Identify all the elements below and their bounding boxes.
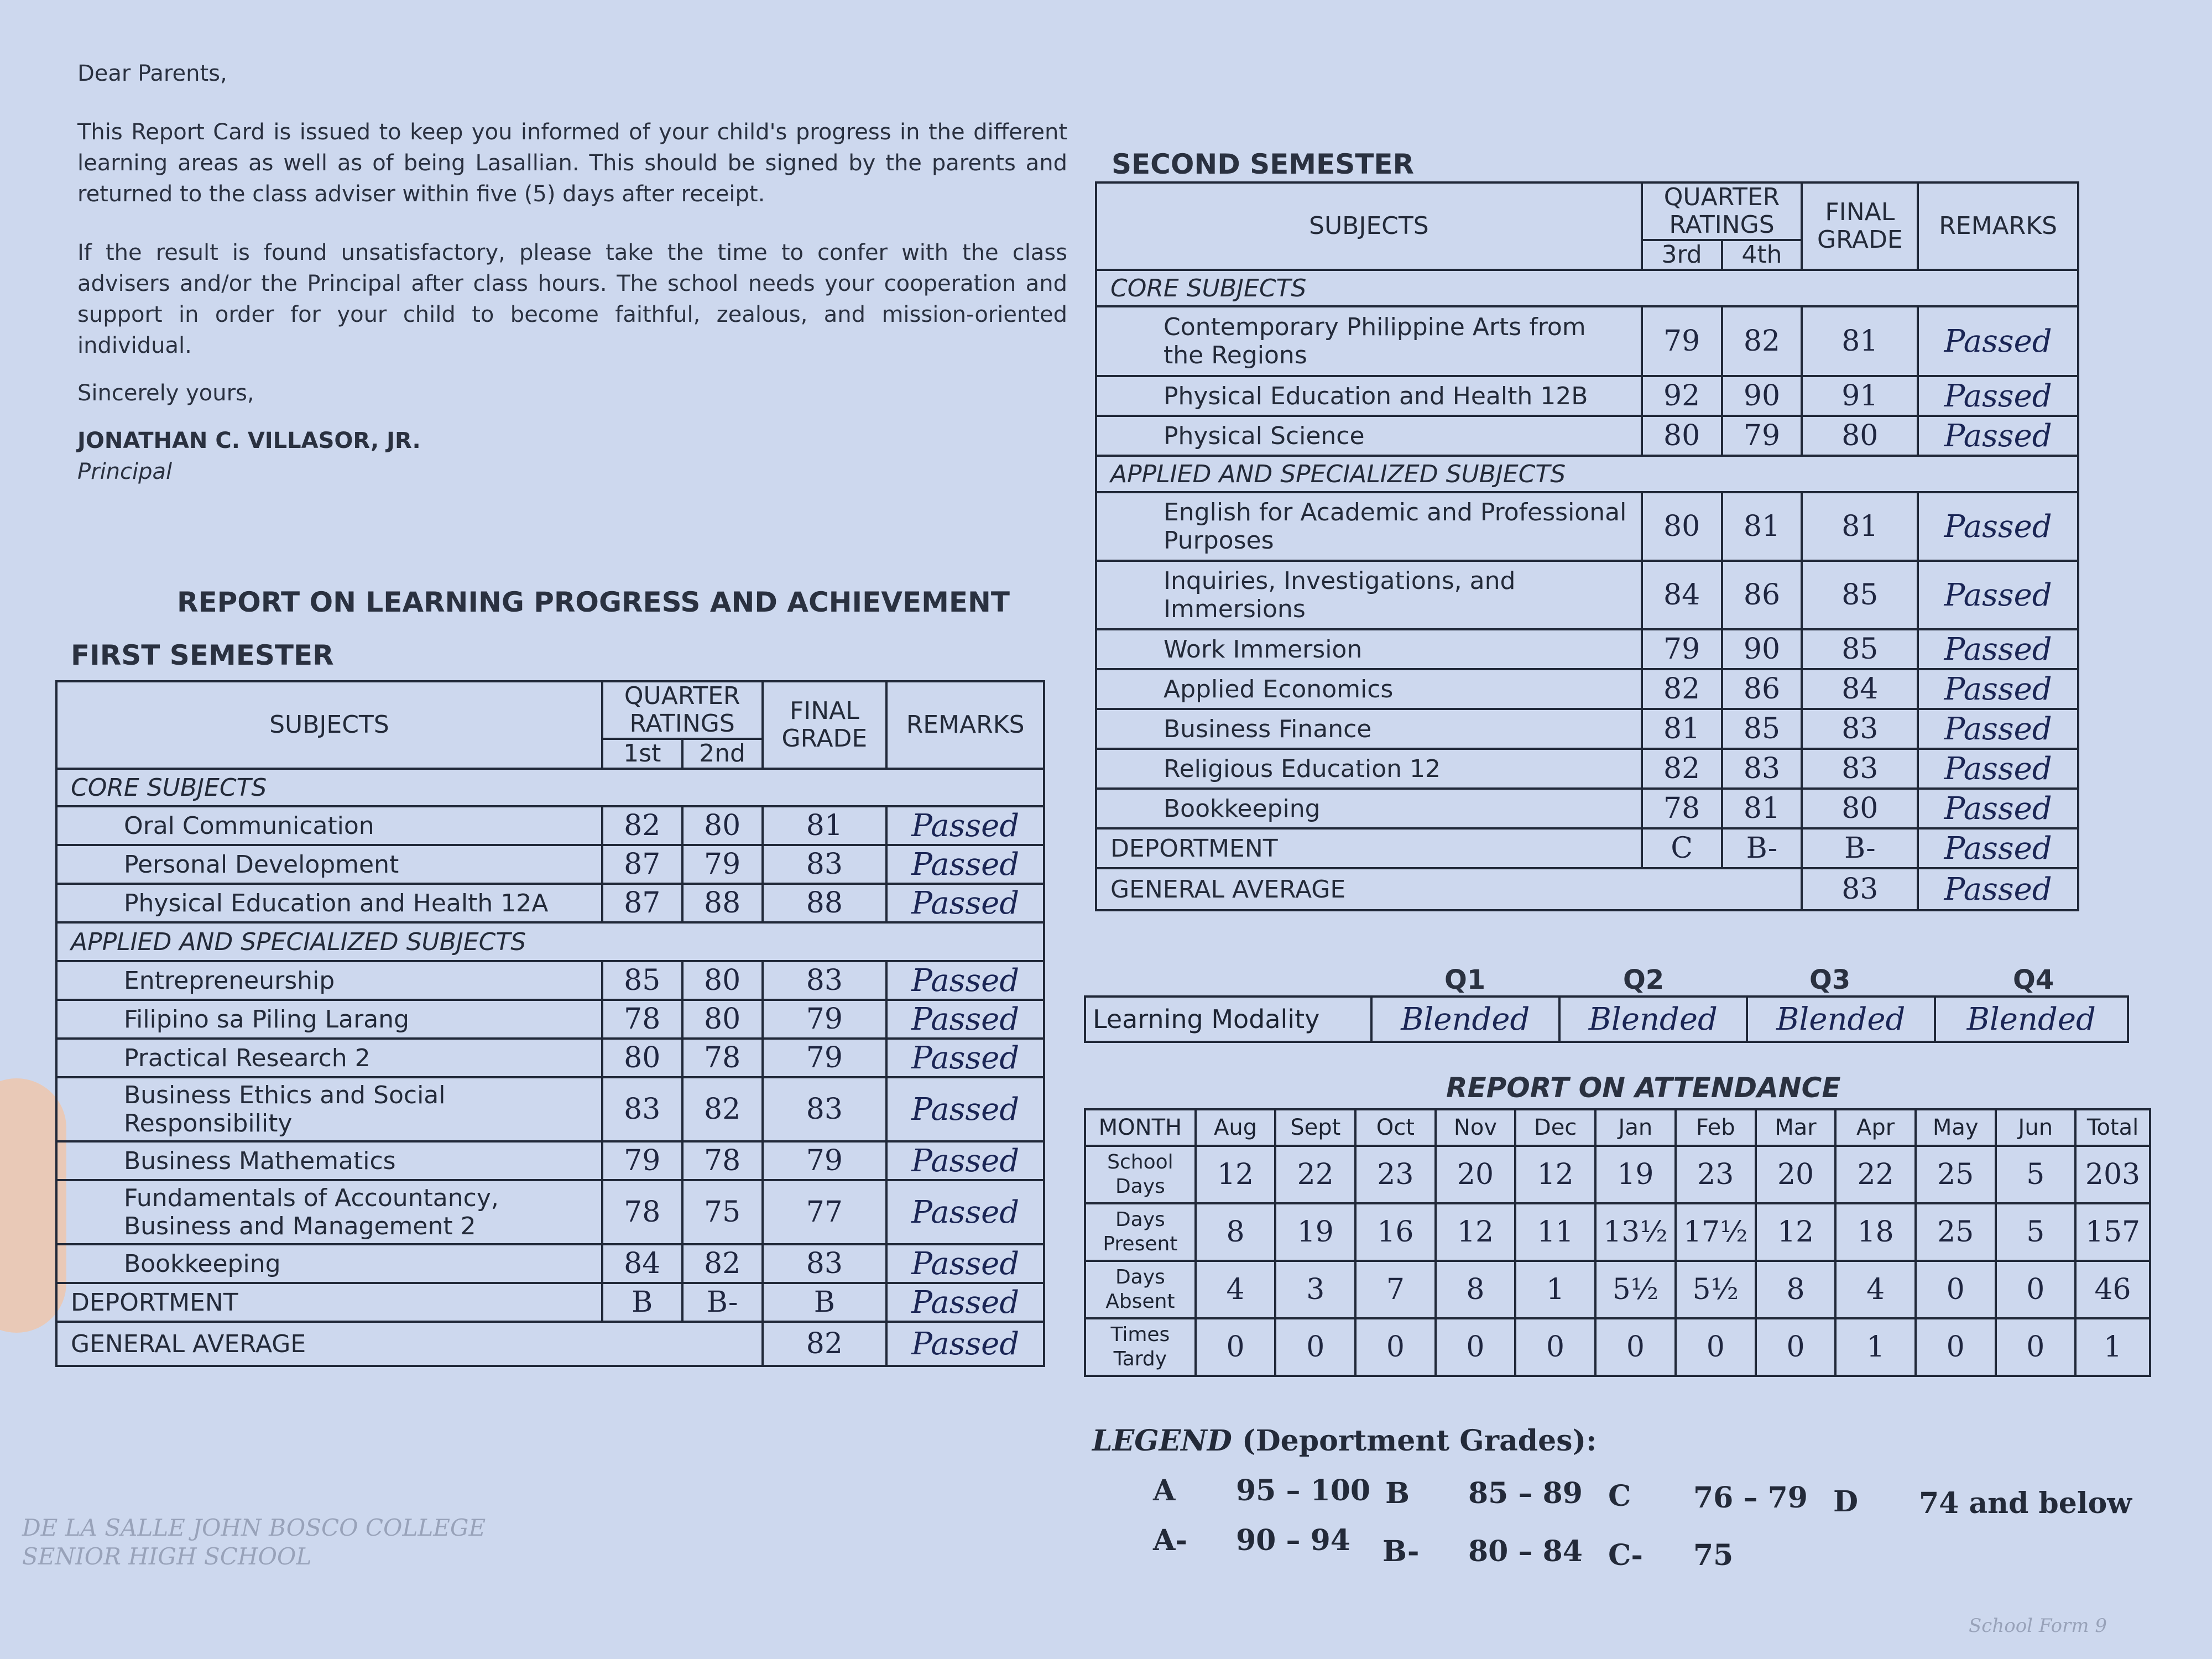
attendance-cell: 0	[1196, 1318, 1276, 1376]
final-grade: 83	[763, 1244, 887, 1283]
quarter-ratings-header: QUARTER RATINGS	[1642, 182, 1802, 240]
grade-q2: 80	[682, 961, 763, 1000]
second-semester-title: SECOND SEMESTER	[1112, 148, 1414, 180]
table-row	[56, 1039, 1044, 1077]
legend-range: 74 and below	[1919, 1486, 2132, 1520]
legend-title	[1092, 1424, 1597, 1458]
subject-name: Oral Communication	[56, 806, 602, 845]
table-row	[56, 1000, 1044, 1039]
general-average-row	[56, 1322, 1044, 1366]
grade-q4: 83	[1722, 749, 1802, 789]
learning-modality-table	[1084, 995, 2129, 1043]
attendance-cell: 23	[1355, 1146, 1436, 1203]
grade-q1: 80	[602, 1039, 682, 1077]
month-header: Oct	[1355, 1109, 1436, 1146]
grade-q3: 79	[1642, 629, 1722, 669]
table-row	[1096, 629, 2078, 669]
attendance-total: 157	[2075, 1203, 2150, 1261]
table-row	[1096, 789, 2078, 828]
legend-range: 76 – 79	[1693, 1481, 1808, 1515]
attendance-table	[1084, 1108, 2151, 1377]
attendance-cell: 0	[1996, 1261, 2076, 1318]
attendance-cell: 12	[1196, 1146, 1276, 1203]
modality-q3: Blended	[1747, 997, 1934, 1042]
grade-q3: 81	[1642, 709, 1722, 749]
subject-name: Work Immersion	[1096, 629, 1642, 669]
month-header: Feb	[1676, 1109, 1756, 1146]
remarks: Passed	[886, 1244, 1044, 1283]
attendance-cell: 11	[1515, 1203, 1595, 1261]
subject-name: Filipino sa Piling Larang	[56, 1000, 602, 1039]
attendance-cell: 0	[1916, 1261, 1996, 1318]
final-grade: 85	[1802, 629, 1918, 669]
final-grade: 80	[1802, 789, 1918, 828]
attendance-cell: 3	[1275, 1261, 1355, 1318]
subject-name: Physical Education and Health 12B	[1096, 376, 1642, 416]
school-name-faded: DE LA SALLE JOHN BOSCO COLLEGE	[22, 1514, 486, 1541]
remarks: Passed	[886, 1000, 1044, 1039]
attendance-cell: 17½	[1676, 1203, 1756, 1261]
subject-name: Physical Science	[1096, 416, 1642, 456]
attendance-cell: 8	[1756, 1261, 1836, 1318]
subject-name: Business Mathematics	[56, 1141, 602, 1180]
grade-q1: 87	[602, 884, 682, 922]
subject-name: Bookkeeping	[56, 1244, 602, 1283]
row-label: Days Absent	[1085, 1261, 1196, 1318]
table-row	[56, 961, 1044, 1000]
final-grade: 81	[763, 806, 887, 845]
table-row	[56, 1180, 1044, 1244]
grade-q4: 90	[1722, 376, 1802, 416]
grade-q1: 78	[602, 1000, 682, 1039]
total-header: Total	[2075, 1109, 2150, 1146]
q1-header: 1st	[602, 739, 682, 769]
attendance-cell: 12	[1436, 1203, 1516, 1261]
attendance-cell: 12	[1515, 1146, 1595, 1203]
remarks: Passed	[1918, 492, 2078, 561]
table-row	[1096, 709, 2078, 749]
remarks-header: REMARKS	[1918, 182, 2078, 270]
remarks: Passed	[1918, 789, 2078, 828]
attendance-cell: 8	[1436, 1261, 1516, 1318]
table-row	[56, 1077, 1044, 1141]
grade-q2: 78	[682, 1039, 763, 1077]
attendance-cell: 19	[1595, 1146, 1676, 1203]
school-division-faded: SENIOR HIGH SCHOOL	[22, 1543, 312, 1570]
remarks: Passed	[886, 1180, 1044, 1244]
grade-q1: 83	[602, 1077, 682, 1141]
table-row	[1096, 376, 2078, 416]
attendance-cell: 0	[1436, 1318, 1516, 1376]
attendance-cell: 1	[1835, 1318, 1916, 1376]
subject-name: Practical Research 2	[56, 1039, 602, 1077]
attendance-cell: 1	[1515, 1261, 1595, 1318]
legend-grade: C-	[1608, 1538, 1643, 1572]
modality-q1-label: Q1	[1444, 964, 1486, 995]
legend-grade: A	[1153, 1474, 1176, 1507]
grade-q4: 90	[1722, 629, 1802, 669]
final-grade: 77	[763, 1180, 887, 1244]
remarks: Passed	[886, 1141, 1044, 1180]
month-header: Jan	[1595, 1109, 1676, 1146]
final-grade: 81	[1802, 492, 1918, 561]
modality-q1: Blended	[1371, 997, 1559, 1042]
table-row	[1096, 416, 2078, 456]
attendance-row-school-days	[1085, 1146, 2150, 1203]
table-row	[1096, 306, 2078, 376]
final-grade: 80	[1802, 416, 1918, 456]
q3-header: 3rd	[1642, 240, 1722, 270]
general-average-final: 83	[1802, 868, 1918, 910]
table-row	[56, 884, 1044, 922]
remarks: Passed	[1918, 709, 2078, 749]
core-subjects-label: CORE SUBJECTS	[56, 769, 1044, 806]
attendance-header-row	[1085, 1109, 2150, 1146]
attendance-row-days-absent	[1085, 1261, 2150, 1318]
month-header: May	[1916, 1109, 1996, 1146]
remarks: Passed	[886, 845, 1044, 884]
final-grade: 85	[1802, 561, 1918, 629]
core-subjects-label: CORE SUBJECTS	[1096, 270, 2078, 306]
general-average-remarks: Passed	[886, 1322, 1044, 1366]
row-label: Times Tardy	[1085, 1318, 1196, 1376]
modality-q3-label: Q3	[1809, 964, 1851, 995]
table-row	[1096, 749, 2078, 789]
legend-grade: D	[1833, 1485, 1859, 1519]
row-label: School Days	[1085, 1146, 1196, 1203]
remarks: Passed	[1918, 749, 2078, 789]
attendance-cell: 8	[1196, 1203, 1276, 1261]
final-grade: 83	[1802, 749, 1918, 789]
grade-q4: 86	[1722, 669, 1802, 709]
deportment-final: B	[763, 1283, 887, 1322]
subject-name: Fundamentals of Accountancy, Business and Management 2	[56, 1180, 602, 1244]
attendance-total: 46	[2075, 1261, 2150, 1318]
attendance-cell: 0	[1515, 1318, 1595, 1376]
attendance-cell: 0	[1916, 1318, 1996, 1376]
attendance-cell: 0	[1355, 1318, 1436, 1376]
deportment-final: B-	[1802, 828, 1918, 868]
remarks: Passed	[886, 1077, 1044, 1141]
remarks: Passed	[886, 806, 1044, 845]
general-average-remarks: Passed	[1918, 868, 2078, 910]
grade-q3: 84	[1642, 561, 1722, 629]
table-row	[56, 845, 1044, 884]
month-label: MONTH	[1085, 1109, 1196, 1146]
grade-q3: 92	[1642, 376, 1722, 416]
attendance-cell: 13½	[1595, 1203, 1676, 1261]
modality-q4: Blended	[1935, 997, 2128, 1042]
deportment-q4: B-	[1722, 828, 1802, 868]
attendance-cell: 0	[1676, 1318, 1756, 1376]
grade-q4: 79	[1722, 416, 1802, 456]
general-average-label: GENERAL AVERAGE	[56, 1322, 763, 1366]
grade-q2: 82	[682, 1244, 763, 1283]
signer-title: Principal	[77, 459, 173, 484]
modality-q4-label: Q4	[2013, 964, 2054, 995]
letter-paragraph-1: This Report Card is issued to keep you informed of your child's progress in the different learning areas as well as of being Lasallian. This should be signed by the parents and returned to the class adviser within five (5) days after receipt.	[77, 119, 1067, 207]
quarter-ratings-header: QUARTER RATINGS	[602, 681, 763, 739]
final-grade: 91	[1802, 376, 1918, 416]
legend-grade: C	[1608, 1479, 1631, 1513]
modality-q2: Blended	[1559, 997, 1747, 1042]
grade-q1: 79	[602, 1141, 682, 1180]
table-row	[56, 1244, 1044, 1283]
deportment-remarks: Passed	[1918, 828, 2078, 868]
q2-header: 2nd	[682, 739, 763, 769]
grade-q2: 80	[682, 806, 763, 845]
subject-name: Bookkeeping	[1096, 789, 1642, 828]
month-header: Nov	[1436, 1109, 1516, 1146]
remarks: Passed	[1918, 306, 2078, 376]
remarks: Passed	[1918, 561, 2078, 629]
deportment-label: DEPORTMENT	[1096, 828, 1642, 868]
deportment-q1: B	[602, 1283, 682, 1322]
month-header: Aug	[1196, 1109, 1276, 1146]
q4-header: 4th	[1722, 240, 1802, 270]
attendance-cell: 20	[1436, 1146, 1516, 1203]
letter-to-parents	[77, 58, 1067, 487]
legend-range: 85 – 89	[1468, 1477, 1583, 1510]
grade-q1: 87	[602, 845, 682, 884]
subjects-header: SUBJECTS	[56, 681, 602, 769]
modality-label: Learning Modality	[1085, 997, 1371, 1042]
month-header: Apr	[1835, 1109, 1916, 1146]
remarks: Passed	[886, 884, 1044, 922]
final-grade: 88	[763, 884, 887, 922]
table-row	[56, 1141, 1044, 1180]
deportment-label: DEPORTMENT	[56, 1283, 602, 1322]
final-grade-header: FINAL GRADE	[1802, 182, 1918, 270]
subjects-header: SUBJECTS	[1096, 182, 1642, 270]
grade-q1: 84	[602, 1244, 682, 1283]
subject-name: Entrepreneurship	[56, 961, 602, 1000]
remarks: Passed	[1918, 376, 2078, 416]
attendance-total: 1	[2075, 1318, 2150, 1376]
month-header: Sept	[1275, 1109, 1355, 1146]
attendance-cell: 5	[1996, 1203, 2076, 1261]
table-row	[1096, 492, 2078, 561]
grade-q3: 82	[1642, 669, 1722, 709]
subject-name: Business Ethics and Social Responsibility	[56, 1077, 602, 1141]
remarks: Passed	[886, 1039, 1044, 1077]
first-semester-table	[55, 680, 1045, 1367]
grade-q1: 82	[602, 806, 682, 845]
attendance-cell: 18	[1835, 1203, 1916, 1261]
attendance-total: 203	[2075, 1146, 2150, 1203]
legend-title-italic: LEGEND	[1092, 1424, 1232, 1458]
attendance-cell: 22	[1835, 1146, 1916, 1203]
deportment-row	[1096, 828, 2078, 868]
final-grade: 83	[763, 845, 887, 884]
legend-range: 75	[1693, 1538, 1734, 1572]
table-row	[56, 806, 1044, 845]
grade-q1: 85	[602, 961, 682, 1000]
grade-q2: 80	[682, 1000, 763, 1039]
signer-name: JONATHAN C. VILLASOR, JR.	[77, 428, 421, 453]
attendance-cell: 5	[1996, 1146, 2076, 1203]
attendance-cell: 0	[1595, 1318, 1676, 1376]
grade-q1: 78	[602, 1180, 682, 1244]
attendance-cell: 25	[1916, 1146, 1996, 1203]
attendance-cell: 0	[1756, 1318, 1836, 1376]
remarks: Passed	[1918, 416, 2078, 456]
attendance-row-times-tardy	[1085, 1318, 2150, 1376]
attendance-row-days-present	[1085, 1203, 2150, 1261]
attendance-cell: 19	[1275, 1203, 1355, 1261]
general-average-row	[1096, 868, 2078, 910]
attendance-cell: 12	[1756, 1203, 1836, 1261]
attendance-cell: 4	[1835, 1261, 1916, 1318]
month-header: Mar	[1756, 1109, 1836, 1146]
deportment-q3: C	[1642, 828, 1722, 868]
subject-name: Inquiries, Investigations, and Immersions	[1096, 561, 1642, 629]
attendance-cell: 0	[1996, 1318, 2076, 1376]
final-grade: 79	[763, 1000, 887, 1039]
final-grade: 83	[763, 961, 887, 1000]
attendance-cell: 16	[1355, 1203, 1436, 1261]
grade-q2: 78	[682, 1141, 763, 1180]
grade-q3: 80	[1642, 416, 1722, 456]
attendance-cell: 20	[1756, 1146, 1836, 1203]
grade-q2: 82	[682, 1077, 763, 1141]
final-grade: 79	[763, 1141, 887, 1180]
letter-paragraph-2: If the result is found unsatisfactory, please take the time to confer with the class advisers and/or the Principal after class hours. The school needs your cooperation and support in order for your child to become faithful, zealous, and mission-oriented individual.	[77, 240, 1067, 358]
final-grade: 79	[763, 1039, 887, 1077]
deportment-remarks: Passed	[886, 1283, 1044, 1322]
subject-name: Business Finance	[1096, 709, 1642, 749]
general-average-label: GENERAL AVERAGE	[1096, 868, 1802, 910]
final-grade: 83	[763, 1077, 887, 1141]
attendance-cell: 0	[1275, 1318, 1355, 1376]
grade-q4: 82	[1722, 306, 1802, 376]
final-grade: 81	[1802, 306, 1918, 376]
final-grade: 84	[1802, 669, 1918, 709]
grade-q4: 85	[1722, 709, 1802, 749]
salutation: Dear Parents,	[77, 61, 227, 86]
month-header: Jun	[1996, 1109, 2076, 1146]
applied-subjects-label: APPLIED AND SPECIALIZED SUBJECTS	[56, 922, 1044, 961]
attendance-cell: 5½	[1676, 1261, 1756, 1318]
grade-q3: 82	[1642, 749, 1722, 789]
deportment-row	[56, 1283, 1044, 1322]
remarks-header: REMARKS	[886, 681, 1044, 769]
month-header: Dec	[1515, 1109, 1595, 1146]
legend-grade: A-	[1153, 1524, 1187, 1557]
subject-name: Applied Economics	[1096, 669, 1642, 709]
legend-grade: B	[1385, 1477, 1410, 1510]
grade-q3: 78	[1642, 789, 1722, 828]
first-semester-title: FIRST SEMESTER	[71, 639, 334, 671]
remarks: Passed	[886, 961, 1044, 1000]
legend-range: 95 – 100	[1236, 1474, 1371, 1507]
subject-name: English for Academic and Professional Purposes	[1096, 492, 1642, 561]
attendance-cell: 25	[1916, 1203, 1996, 1261]
legend-range: 90 – 94	[1236, 1524, 1350, 1557]
final-grade: 83	[1802, 709, 1918, 749]
grade-q4: 81	[1722, 492, 1802, 561]
form-number-faded: School Form 9	[1969, 1615, 2107, 1637]
attendance-cell: 23	[1676, 1146, 1756, 1203]
report-heading: REPORT ON LEARNING PROGRESS AND ACHIEVEMENT	[177, 586, 1010, 618]
grade-q3: 80	[1642, 492, 1722, 561]
table-row	[1096, 669, 2078, 709]
deportment-q2: B-	[682, 1283, 763, 1322]
closing: Sincerely yours,	[77, 380, 254, 406]
legend-range: 80 – 84	[1468, 1535, 1583, 1568]
subject-name: Religious Education 12	[1096, 749, 1642, 789]
applied-subjects-label: APPLIED AND SPECIALIZED SUBJECTS	[1096, 456, 2078, 492]
remarks: Passed	[1918, 629, 2078, 669]
second-semester-table	[1095, 181, 2079, 911]
attendance-title: REPORT ON ATTENDANCE	[1446, 1072, 1841, 1104]
grade-q3: 79	[1642, 306, 1722, 376]
modality-q2-label: Q2	[1623, 964, 1665, 995]
grade-q2: 79	[682, 845, 763, 884]
legend-title-rest: (Deportment Grades):	[1241, 1424, 1597, 1458]
general-average-final: 82	[763, 1322, 887, 1366]
subject-name: Personal Development	[56, 845, 602, 884]
attendance-cell: 22	[1275, 1146, 1355, 1203]
row-label: Days Present	[1085, 1203, 1196, 1261]
subject-name: Physical Education and Health 12A	[56, 884, 602, 922]
grade-q4: 86	[1722, 561, 1802, 629]
remarks: Passed	[1918, 669, 2078, 709]
legend-grade: B-	[1383, 1535, 1420, 1568]
table-row	[1096, 561, 2078, 629]
attendance-cell: 7	[1355, 1261, 1436, 1318]
grade-q2: 88	[682, 884, 763, 922]
attendance-cell: 4	[1196, 1261, 1276, 1318]
final-grade-header: FINAL GRADE	[763, 681, 887, 769]
grade-q2: 75	[682, 1180, 763, 1244]
grade-q4: 81	[1722, 789, 1802, 828]
attendance-cell: 5½	[1595, 1261, 1676, 1318]
subject-name: Contemporary Philippine Arts from the Regions	[1096, 306, 1642, 376]
